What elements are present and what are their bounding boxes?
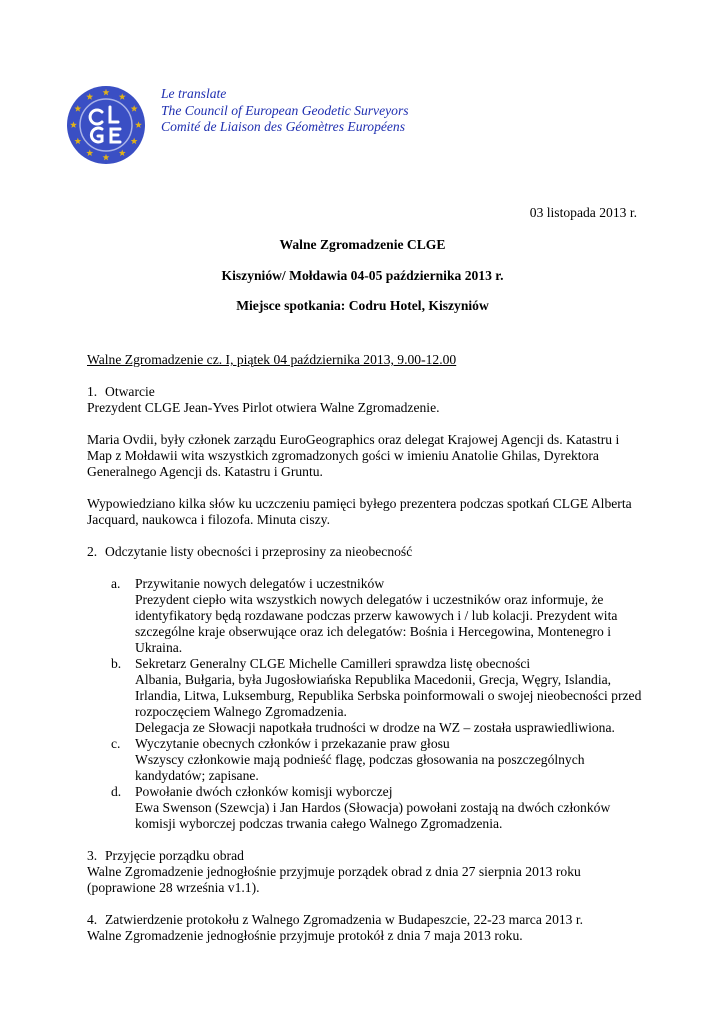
section-2-heading: 2. Odczytanie listy obecności i przeprosiny za nieobecność [87,544,413,559]
minutes-body [87,352,647,944]
title-main: Walne Zgromadzenie CLGE [279,237,446,252]
org-line-2: The Council of European Geodetic Surveyors [161,102,409,118]
section-1-paragraph-3: Wypowiedziano kilka słów ku uczczeniu pamięci byłego prezentera podczas spotkań CLGE Alberta Jacquard, naukowca i filozofa. Minuta ciszy. [87,496,632,527]
section-4-text: Walne Zgromadzenie jednogłośnie przyjmuje protokół z dnia 7 maja 2013 roku. [87,928,523,943]
list-item-d: d. Powołanie dwóch członków komisji wyborczej Ewa Swenson (Szewcja) i Jan Hardos (Słowacja) powołani zostają na dwóch członków komisji wyborczej podczas trwania całego Walnego Zgromadzenia. [111,784,611,831]
section-3-text: Walne Zgromadzenie jednogłośnie przyjmuje porządek obrad z dnia 27 sierpnia 2013 roku (poprawione 28 września v1.1). [87,864,581,895]
clge-logo [66,85,146,165]
org-line-3: Comité de Liaison des Géomètres Européens [161,119,406,134]
section-3-heading: 3. Przyjęcie porządku obrad [87,848,244,863]
title-location: Kiszyniów/ Mołdawia 04-05 października 2013 r. [221,268,504,283]
organization-names [161,86,409,136]
title-venue: Miejsce spotkania: Codru Hotel, Kiszyniów [236,298,489,313]
org-line-1: Le translate [161,86,227,101]
list-item-b: b. Sekretarz Generalny CLGE Michelle Camilleri sprawdza listę obecności Albania, Bułgaria, była Jugosłowiańska Republika Macedonii, Grecja, Węgry, Islandia, Irlandia, Litwa, Luksemburg, Republika Serbska poinformowali o swojej nieobecności przed rozpoczęciem Walnego Zgromadzenia. Delegacja ze Słowacji napotkała trudności w drodze na WZ – została usprawiedliwiona. [111,656,642,735]
section-1-paragraph-2: Maria Ovdii, były członek zarządu EuroGeographics oraz delegat Krajowej Agencji ds. Katastru i Map z Mołdawii wita wszystkich zgromadzonych gości w imieniu Anatolie Ghilas, Dyrektora Generalnego Agencji ds. Katastru i Gruntu. [87,432,620,479]
document-date: 03 listopada 2013 r. [529,205,637,220]
session-heading: Walne Zgromadzenie cz. I, piątek 04 października 2013, 9.00-12.00 [87,352,457,367]
section-4-heading: 4. Zatwierdzenie protokołu z Walnego Zgromadzenia w Budapeszcie, 22-23 marca 2013 r. [87,912,584,927]
section-1-paragraph-1: Prezydent CLGE Jean-Yves Pirlot otwiera Walne Zgromadzenie. [87,400,440,415]
list-item-c: c. Wyczytanie obecnych członków i przekazanie praw głosu Wszyscy członkowie mają podnieść flagę, podczas głosowania na poszczególnych kandydatów; zapisane. [111,736,585,783]
list-item-a: a. Przywitanie nowych delegatów i uczestników Prezydent ciepło wita wszystkich nowych delegatów i uczestników oraz informuje, że identyfikatory będą rozdawane podczas przerw kawowych i / lub kolacji. Prezydent wita szczególne kraje obserwujące oraz ich delegatów: Bośnia i Hercegowina, Montenegro i Ukraina. [111,576,618,655]
section-1-heading: 1. Otwarcie [87,384,155,399]
